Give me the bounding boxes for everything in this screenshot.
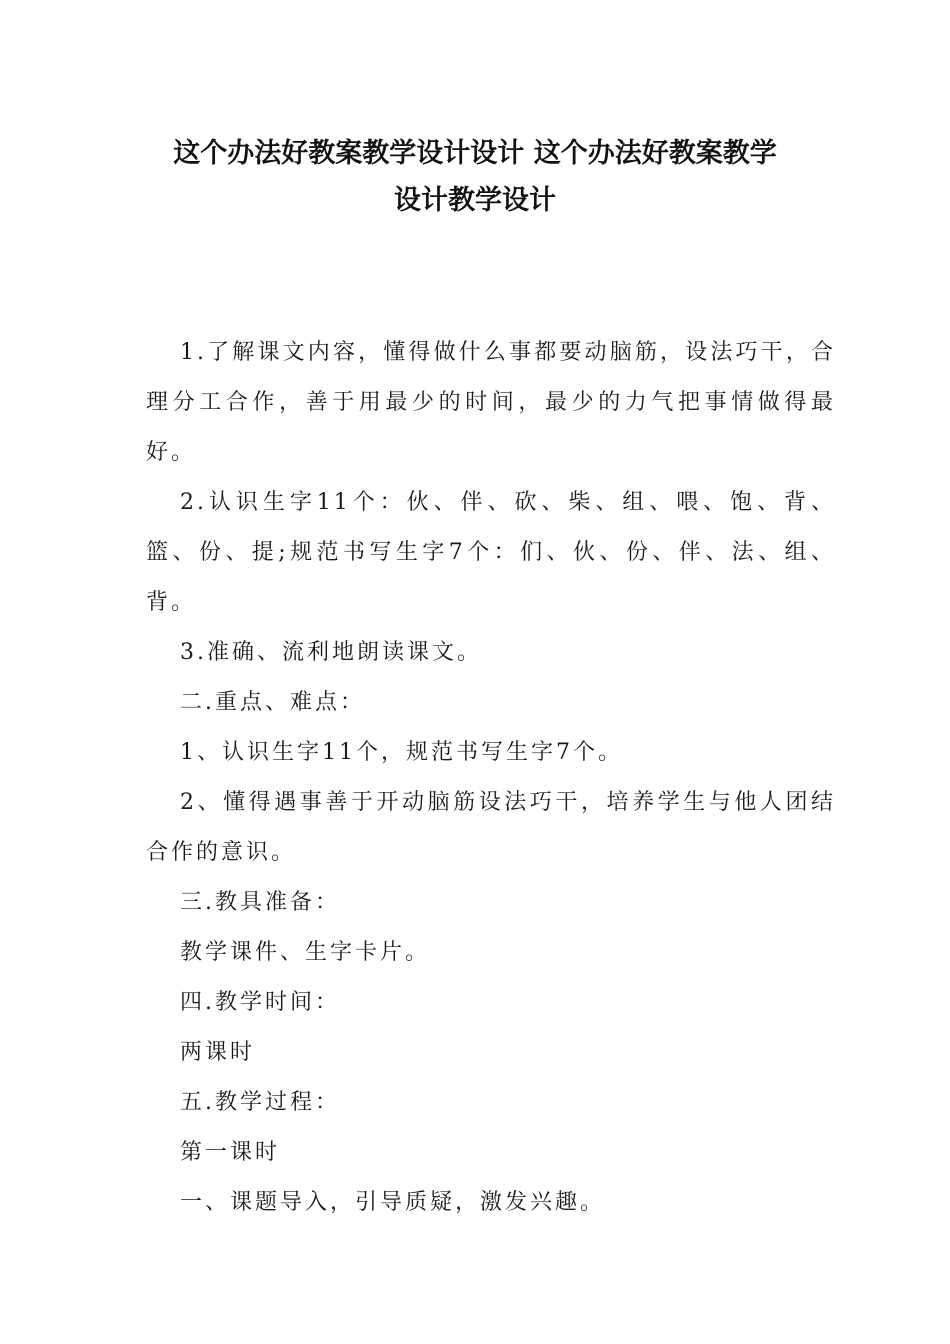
paragraph-objective-3: 3.准确、流利地朗读课文。 <box>180 640 482 665</box>
section-heading-materials: 三.教具准备： <box>180 890 340 915</box>
title-line-1: 这个办法好教案教学设计设计 这个办法好教案教学 <box>173 138 777 169</box>
section-heading-process: 五.教学过程： <box>180 1090 340 1115</box>
section-heading-time: 四.教学时间： <box>180 990 340 1015</box>
paragraph-time: 两课时 <box>180 1040 256 1065</box>
paragraph-key-point-2: 2、懂得遇事善于开动脑筋设法巧干，培养学生与他人团结合作的意识。 <box>146 790 836 865</box>
document-title <box>120 130 830 224</box>
paragraph-step-1: 一、课题导入，引导质疑，激发兴趣。 <box>180 1190 606 1215</box>
document-body <box>146 328 836 1228</box>
paragraph-objective-1: 1.了解课文内容，懂得做什么事都要动脑筋，设法巧干，合理分工合作，善于用最少的时间，最少的力气把事情做得最好。 <box>146 340 836 465</box>
section-heading-key-points: 二.重点、难点： <box>180 690 365 715</box>
paragraph-first-lesson: 第一课时 <box>180 1140 281 1165</box>
paragraph-materials: 教学课件、生字卡片。 <box>180 940 431 965</box>
paragraph-key-point-1: 1、认识生字11个，规范书写生字7个。 <box>180 740 623 765</box>
paragraph-objective-2: 2.认识生字11个：伙、伴、砍、柴、组、喂、饱、背、篮、份、提;规范书写生字7个：们、伙、份、伴、法、组、背。 <box>146 490 836 615</box>
title-line-2: 设计教学设计 <box>394 185 556 216</box>
